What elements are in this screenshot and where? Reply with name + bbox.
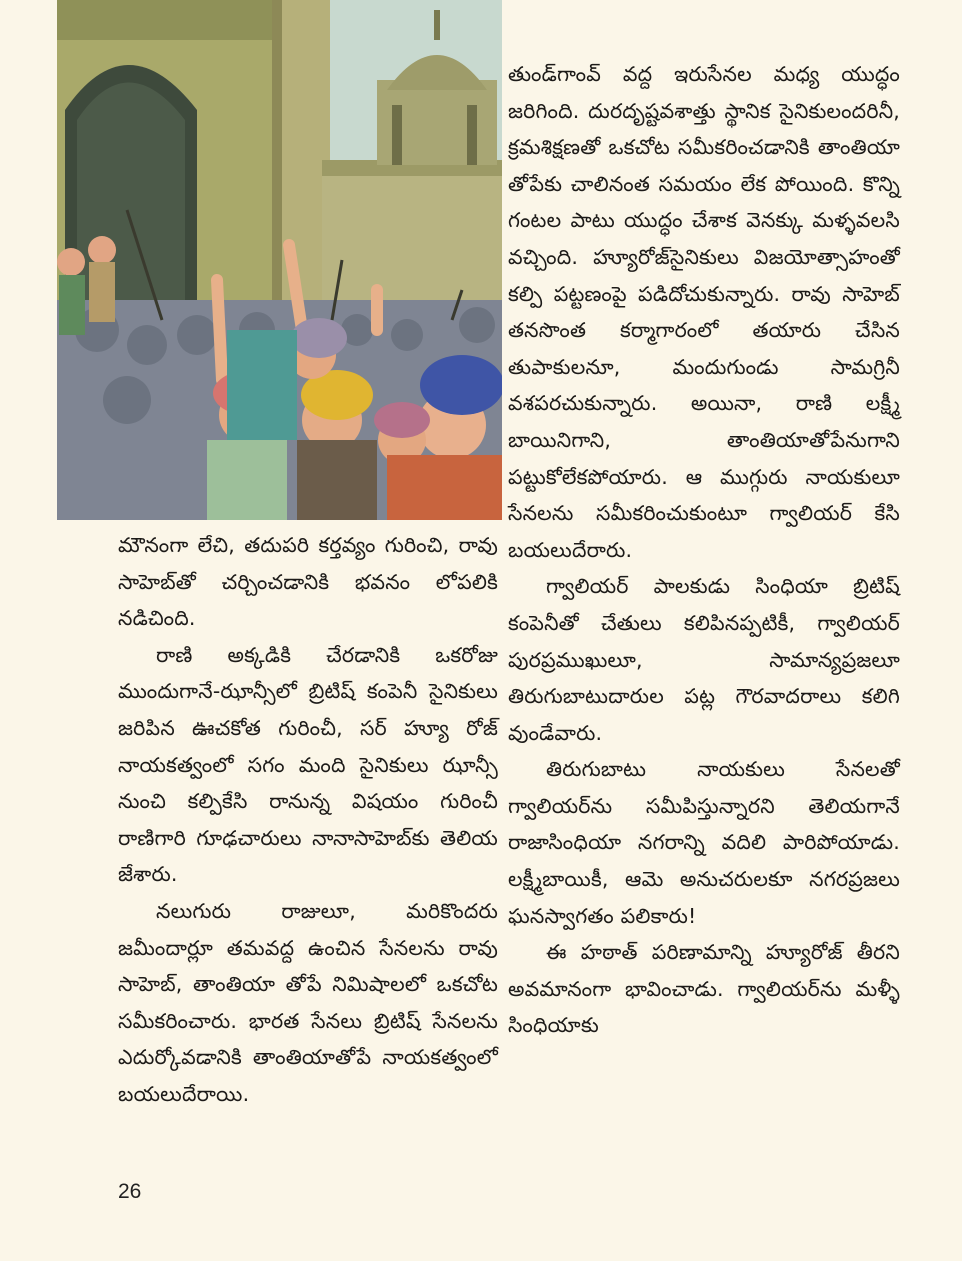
paragraph: తిరుగుబాటు నాయకులు సేనలతో గ్వాలియర్‌ను సమీపిస్తున్నారని తెలియగానే రాజాసింధియా నగరాన్ని వదిలి పారిపోయాడు. లక్ష్మీబాయికీ, ఆమె అనుచరులకూ నగరప్రజలు ఘనస్వాగతం పలికారు!: [508, 757, 900, 928]
paragraph: రాణి అక్కడికి చేరడానికి ఒకరోజు ముందుగానే-ఝాన్సీలో బ్రిటిష్ కంపెనీ సైనికులు జరిపిన ఊచకోత గురించీ, సర్ హ్యూ రోజ్ నాయకత్వంలో సగం మంది సైనికులు ఝాన్సీ నుంచి కల్పికేసి రానున్న విషయం గురించీ రాణిగారి గూఢచారులు నానాసాహెబ్‌కు తెలియ జేశారు.: [118, 642, 498, 887]
comic-illustration: [57, 0, 502, 520]
paragraph: తుండ్‌గాంవ్ వద్ద ఇరుసేనల మధ్య యుద్ధం జరిగింది. దురదృష్టవశాత్తు స్థానిక సైనికులందరినీ, క్రమశిక్షణతో ఒకచోట సమీకరించడానికి తాంతియా తోపేకు చాలినంత సమయం లేక పోయింది. కొన్ని గంటల పాటు యుద్ధం చేశాక వెనక్కు మళ్ళవలసి వచ్చింది. హ్యూరోజ్‌సైనికులు విజయోత్సాహంతో కల్పి పట్టణంపై పడిదోచుకున్నారు. రావు సాహెబ్ తనసొంత కర్మాగారంలో తయారు చేసిన తుపాకులనూ, మందుగుండు సామగ్రినీ వశపరచుకున్నారు. అయినా, రాణి లక్ష్మీ బాయినిగాని, తాంతియాతోపేనుగాని పట్టుకోలేకపోయారు. ఆ ముగ్గురు నాయకులూ సేనలను సమీకరించుకుంటూ గ్వాలియర్ కేసి బయలుదేరారు.: [508, 62, 900, 562]
page-number: 26: [118, 1180, 142, 1203]
left-text-column: [118, 527, 498, 1113]
right-text-column: [508, 56, 900, 1044]
fort-crowd-illustration: [57, 0, 502, 520]
paragraph: ఈ హఠాత్ పరిణామాన్ని హ్యూరోజ్ తీరని అవమానంగా భావించాడు. గ్వాలియర్‌ను మళ్ళీ సింధియాకు: [508, 940, 900, 1038]
paragraph: మౌనంగా లేచి, తదుపరి కర్తవ్యం గురించి, రావు సాహెబ్‌తో చర్చించడానికి భవనం లోపలికి నడిచింది.: [118, 533, 498, 631]
paragraph: నలుగురు రాజులూ, మరికొందరు జమీందార్లూ తమవద్ద ఉంచిన సేనలను రావు సాహెబ్, తాంతియా తోపే నిమిషాలలో ఒకచోట సమీకరించారు. భారత సేనలు బ్రిటిష్ సేనలను ఎదుర్కోవడానికి తాంతియాతోపే నాయకత్వంలో బయలుదేరాయి.: [118, 898, 498, 1106]
paragraph: గ్వాలియర్ పాలకుడు సింధియా బ్రిటిష్ కంపెనీతో చేతులు కలిపినప్పటికీ, గ్వాలియర్ పురప్రముఖులూ, సామాన్యప్రజలూ తిరుగుబాటుదారుల పట్ల గౌరవాదరాలు కలిగి వుండేవారు.: [508, 574, 900, 745]
